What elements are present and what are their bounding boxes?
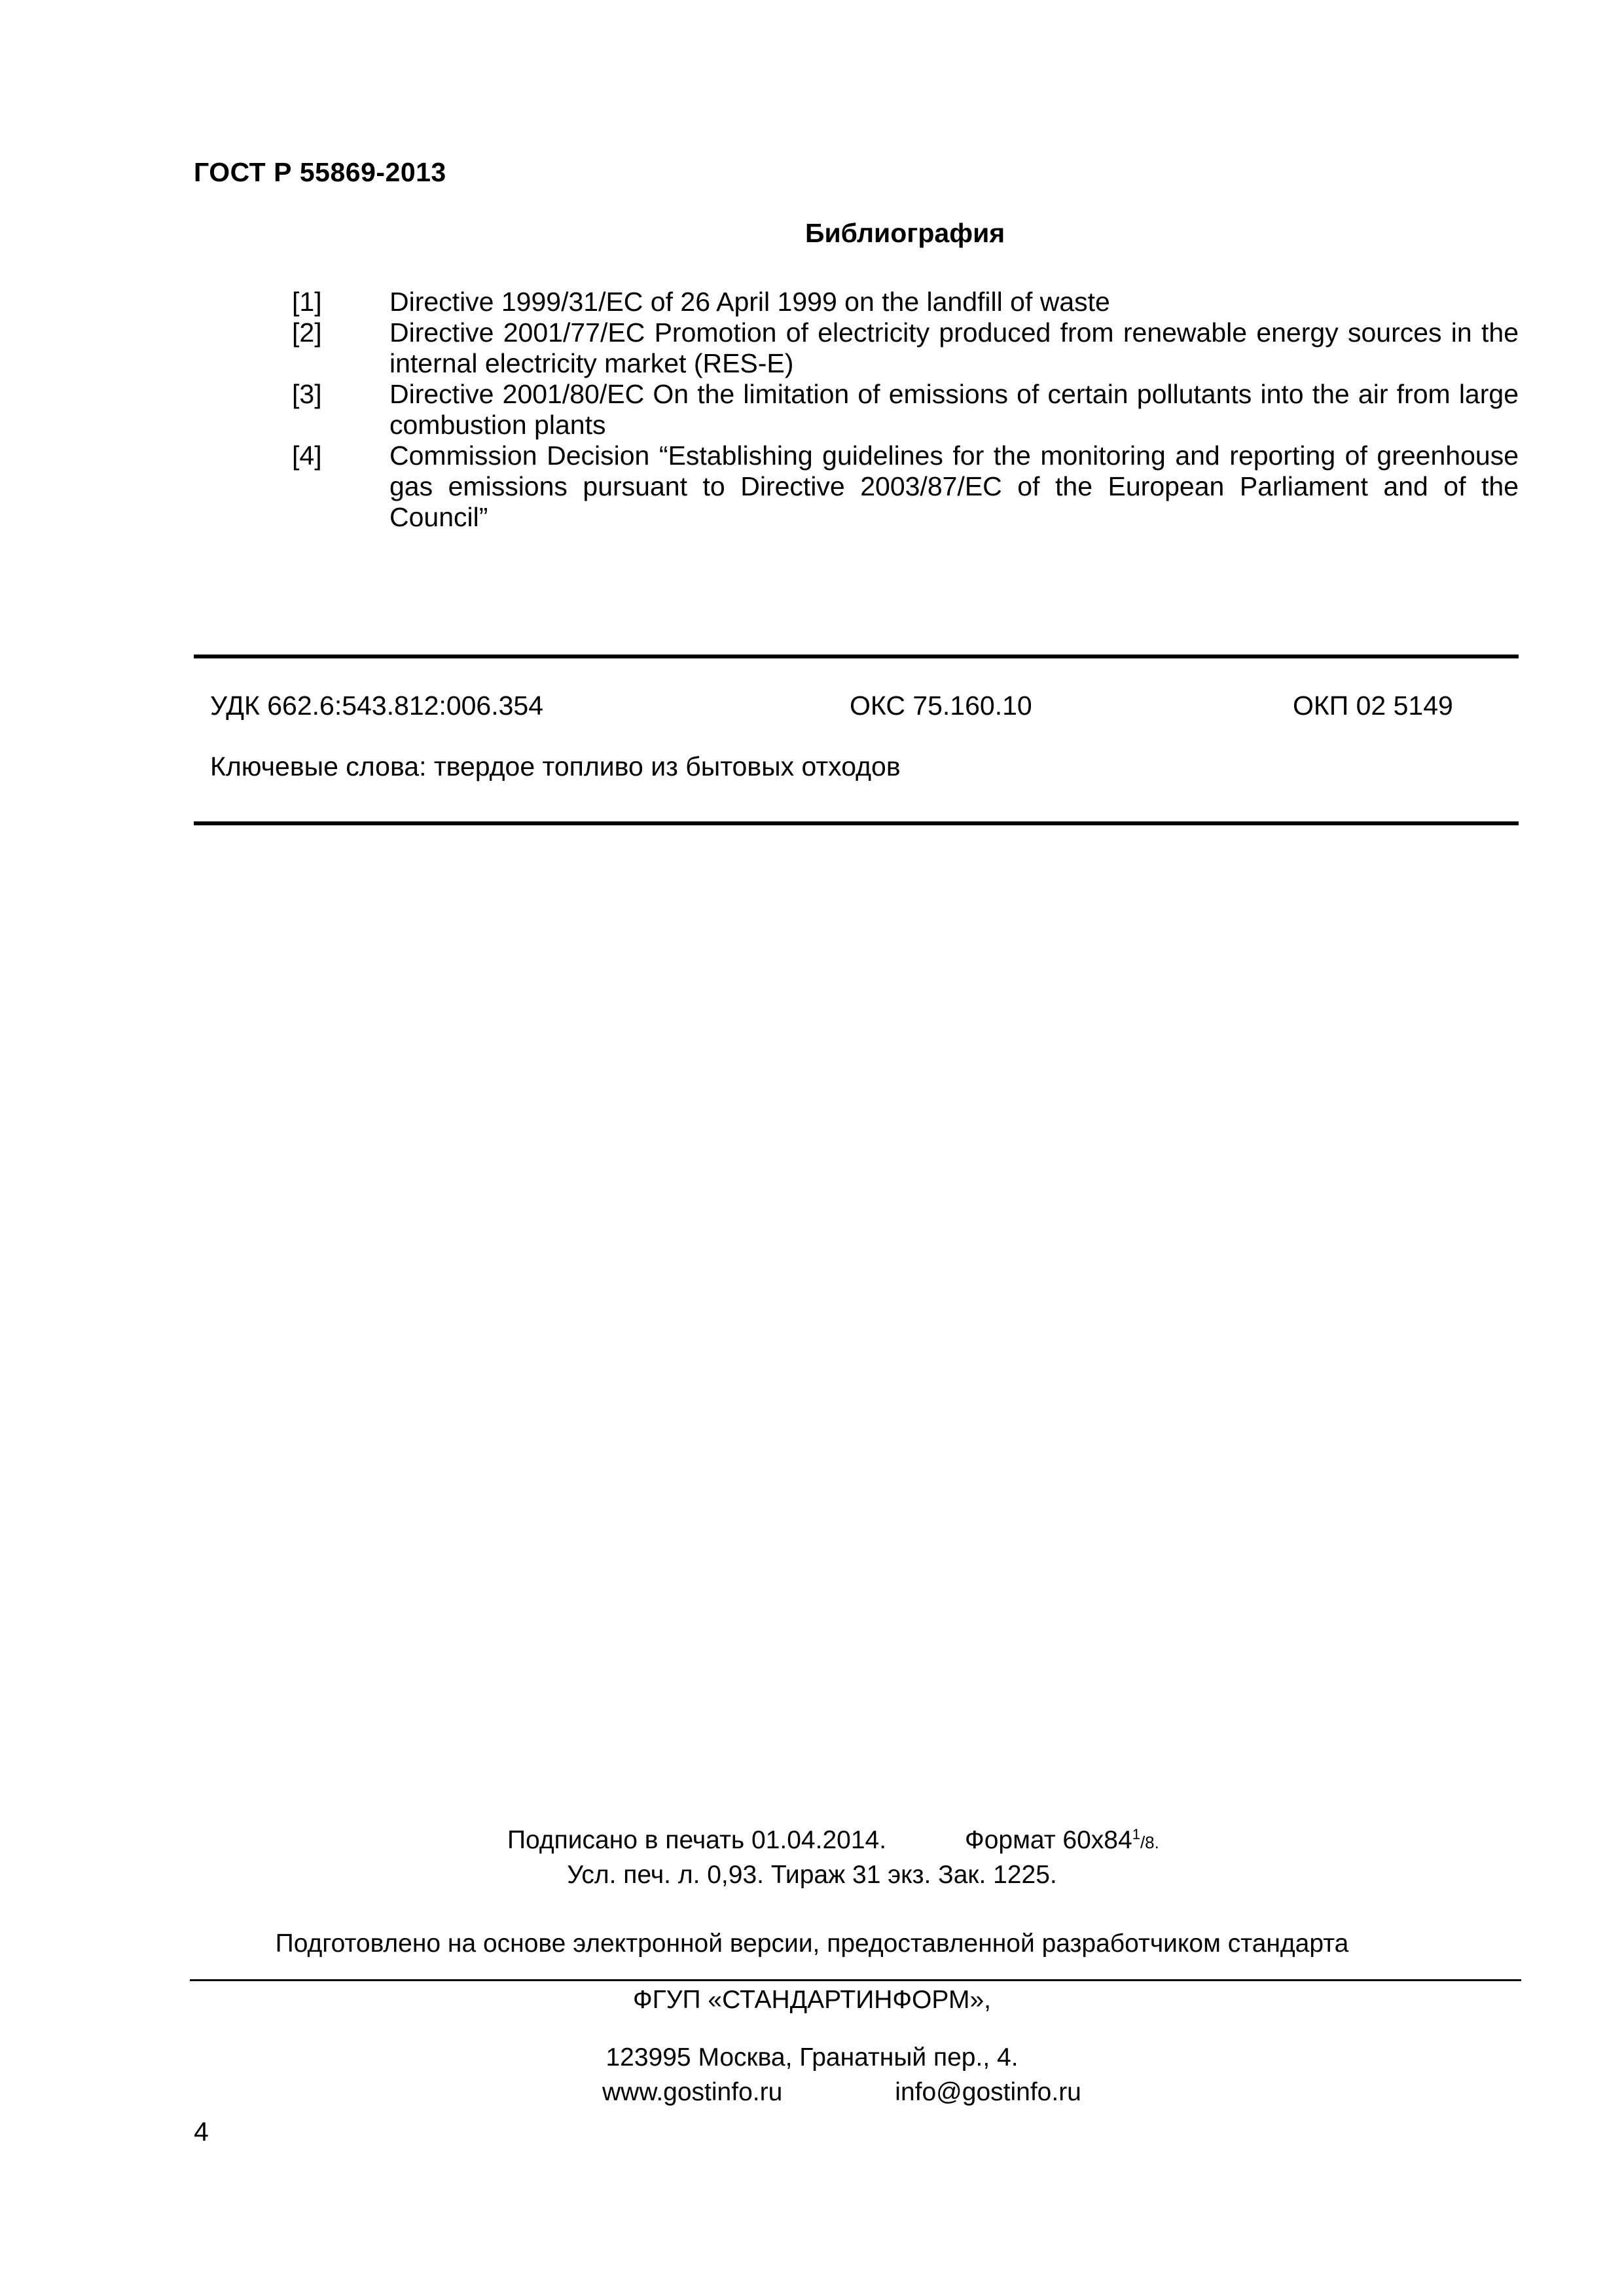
bibliography-item-text: Commission Decision “Establishing guidelines for the monitoring and reporting of greenhouse gas emissions pursuant to Directive 2003/87/EC of the European Parliament and of the Council” <box>389 440 1519 532</box>
signed-line <box>507 1826 1159 1855</box>
publisher-address: 123995 Москва, Гранатный пер., 4. <box>605 2043 1019 2072</box>
bibliography-item-text: Directive 2001/77/EC Promotion of electricity produced from renewable energy sources in the internal electricity market (RES-E) <box>389 317 1519 378</box>
website-link[interactable]: www.gostinfo.ru <box>602 2078 783 2106</box>
page-number: 4 <box>194 2117 209 2147</box>
prepared-note: Подготовлено на основе электронной версии, предоставленной разработчиком стандарта <box>275 1929 1349 1958</box>
paper-format <box>965 1826 1159 1854</box>
contact-line <box>602 2078 1081 2107</box>
paper-format-label: Формат 60х84 <box>965 1826 1132 1854</box>
classification-top-rule <box>194 655 1519 658</box>
bibliography-item-number: [2] <box>292 317 322 348</box>
keywords: Ключевые слова: твердое топливо из бытовых отходов <box>210 751 901 781</box>
bibliography-list <box>288 287 1519 533</box>
bibliography-item <box>288 379 1519 440</box>
bibliography-item <box>288 440 1519 533</box>
publisher-name: ФГУП «СТАНДАРТИНФОРМ», <box>633 1986 991 2014</box>
bibliography-item <box>288 287 1519 317</box>
signed-date: Подписано в печать 01.04.2014. <box>507 1826 887 1854</box>
okp-code: ОКП 02 5149 <box>1293 691 1453 721</box>
bibliography-item-number: [3] <box>292 379 322 409</box>
bibliography-item-text: Directive 2001/80/EC On the limitation of emissions of certain pollutants into the air from large combustion plants <box>389 379 1519 440</box>
email-link[interactable]: info@gostinfo.ru <box>895 2078 1081 2106</box>
bibliography-item-number: [4] <box>292 440 322 471</box>
bibliography-title: Библиография <box>805 218 1005 248</box>
paper-format-numerator: 1 <box>1132 1826 1140 1842</box>
gost-code: ГОСТ Р 55869-2013 <box>194 157 446 187</box>
classification-bottom-rule <box>194 821 1519 825</box>
oks-code: ОКС 75.160.10 <box>850 691 1032 721</box>
imprint-rule <box>190 1979 1521 1981</box>
paper-format-denominator: /8. <box>1140 1833 1159 1852</box>
bibliography-item-number: [1] <box>292 287 322 317</box>
udk-code: УДК 662.6:543.812:006.354 <box>210 691 544 721</box>
print-info: Усл. печ. л. 0,93. Тираж 31 экз. Зак. 1225. <box>567 1861 1057 1889</box>
paper-format-fraction <box>1132 1826 1159 1852</box>
bibliography-item <box>288 317 1519 379</box>
bibliography-item-text: Directive 1999/31/EC of 26 April 1999 on the landfill of waste <box>389 287 1110 317</box>
